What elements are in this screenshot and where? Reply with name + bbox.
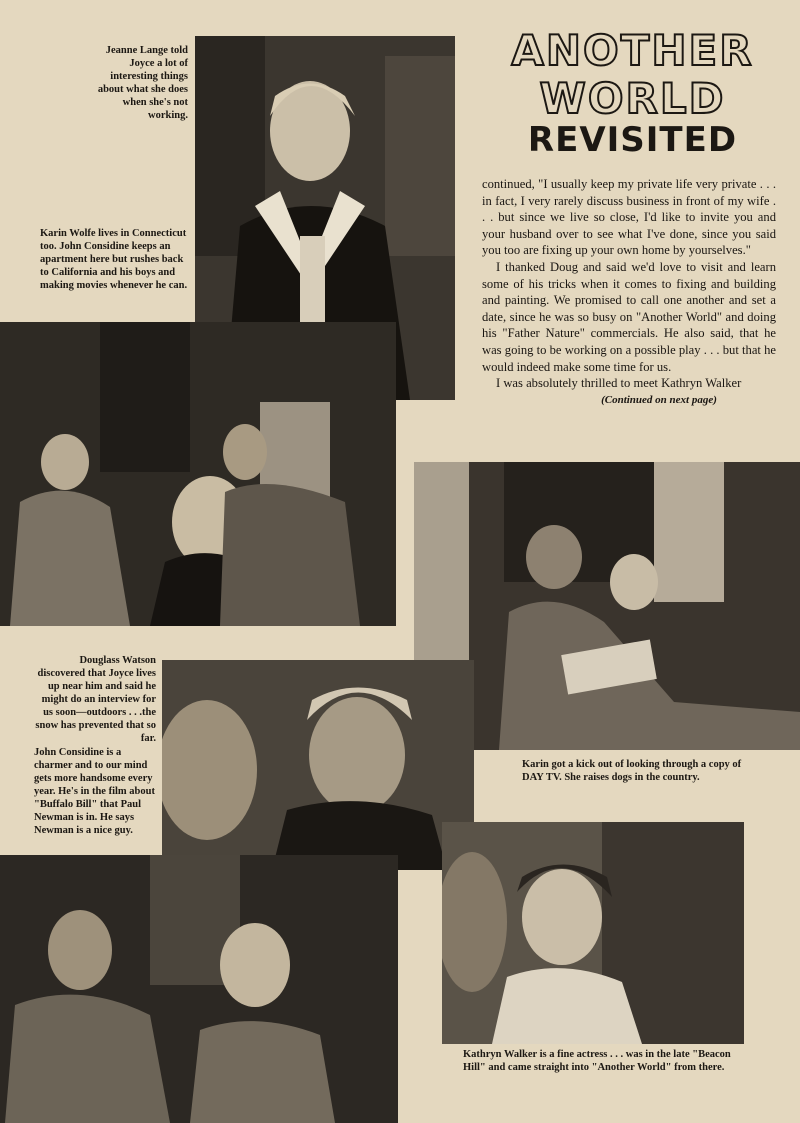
caption-karin-day-tv: Karin got a kick out of looking through a copy of DAY TV. She raises dogs in the country. [522,759,742,783]
article-paragraph-1: continued, "I usually keep my private life very private . . . in fact, I very rarely discuss business in front of my wife . . . but since we live so close, I'd like to invite you and your husband over to see what I've done, since you said you too are fixing up your own home by yourselves." [482,177,776,258]
caption-kathryn-walker: Kathryn Walker is a fine actress . . . was in the late "Beacon Hill" and came straight into "Another World" from there. [463,1049,731,1073]
photo-karin-john-couch [0,322,396,626]
article-paragraph-2: I thanked Doug and said we'd love to visit and learn some of his tricks when it comes to fixing and building and painting. We promised to call one another and set a date, since he was so busy on "Another World" and doing his "Father Nature" commercials. He also said, that he was going to be working on a possible play . . . but that he would indeed make some time for us. [482,259,776,374]
article-paragraph-3: I was absolutely thrilled to meet Kathryn Walker [496,376,742,391]
photo-john-considine [0,855,398,1123]
caption-karin-wolfe: Karin Wolfe lives in Connecticut too. John Considine keeps an apartment here but rushes back to California and his boys and making movies whenever he can. [40,228,188,291]
title-line-world: WORLD [539,74,726,123]
title-line-another: ANOTHER [511,26,754,75]
article-body [482,176,776,408]
continued-next-page: (Continued on next page) [601,393,717,406]
caption-jeanne-lange: Jeanne Lange told Joyce a lot of interesting things about what she does when she's not working. [97,45,188,121]
photo-douglass-watson [162,660,474,870]
caption-john-considine: John Considine is a charmer and to our mind gets more handsome every year. He's in the film about "Buffalo Bill" that Paul Newman is in. He says Newman is a nice guy. [34,747,155,836]
caption-douglass-watson: Douglass Watson discovered that Joyce lives up near him and said he might do an interview for us soon—outdoors . . .the snow has prevented that so far. [35,655,156,744]
title-line-revisited: REVISITED [527,120,738,160]
photo-kathryn-walker [442,822,744,1044]
